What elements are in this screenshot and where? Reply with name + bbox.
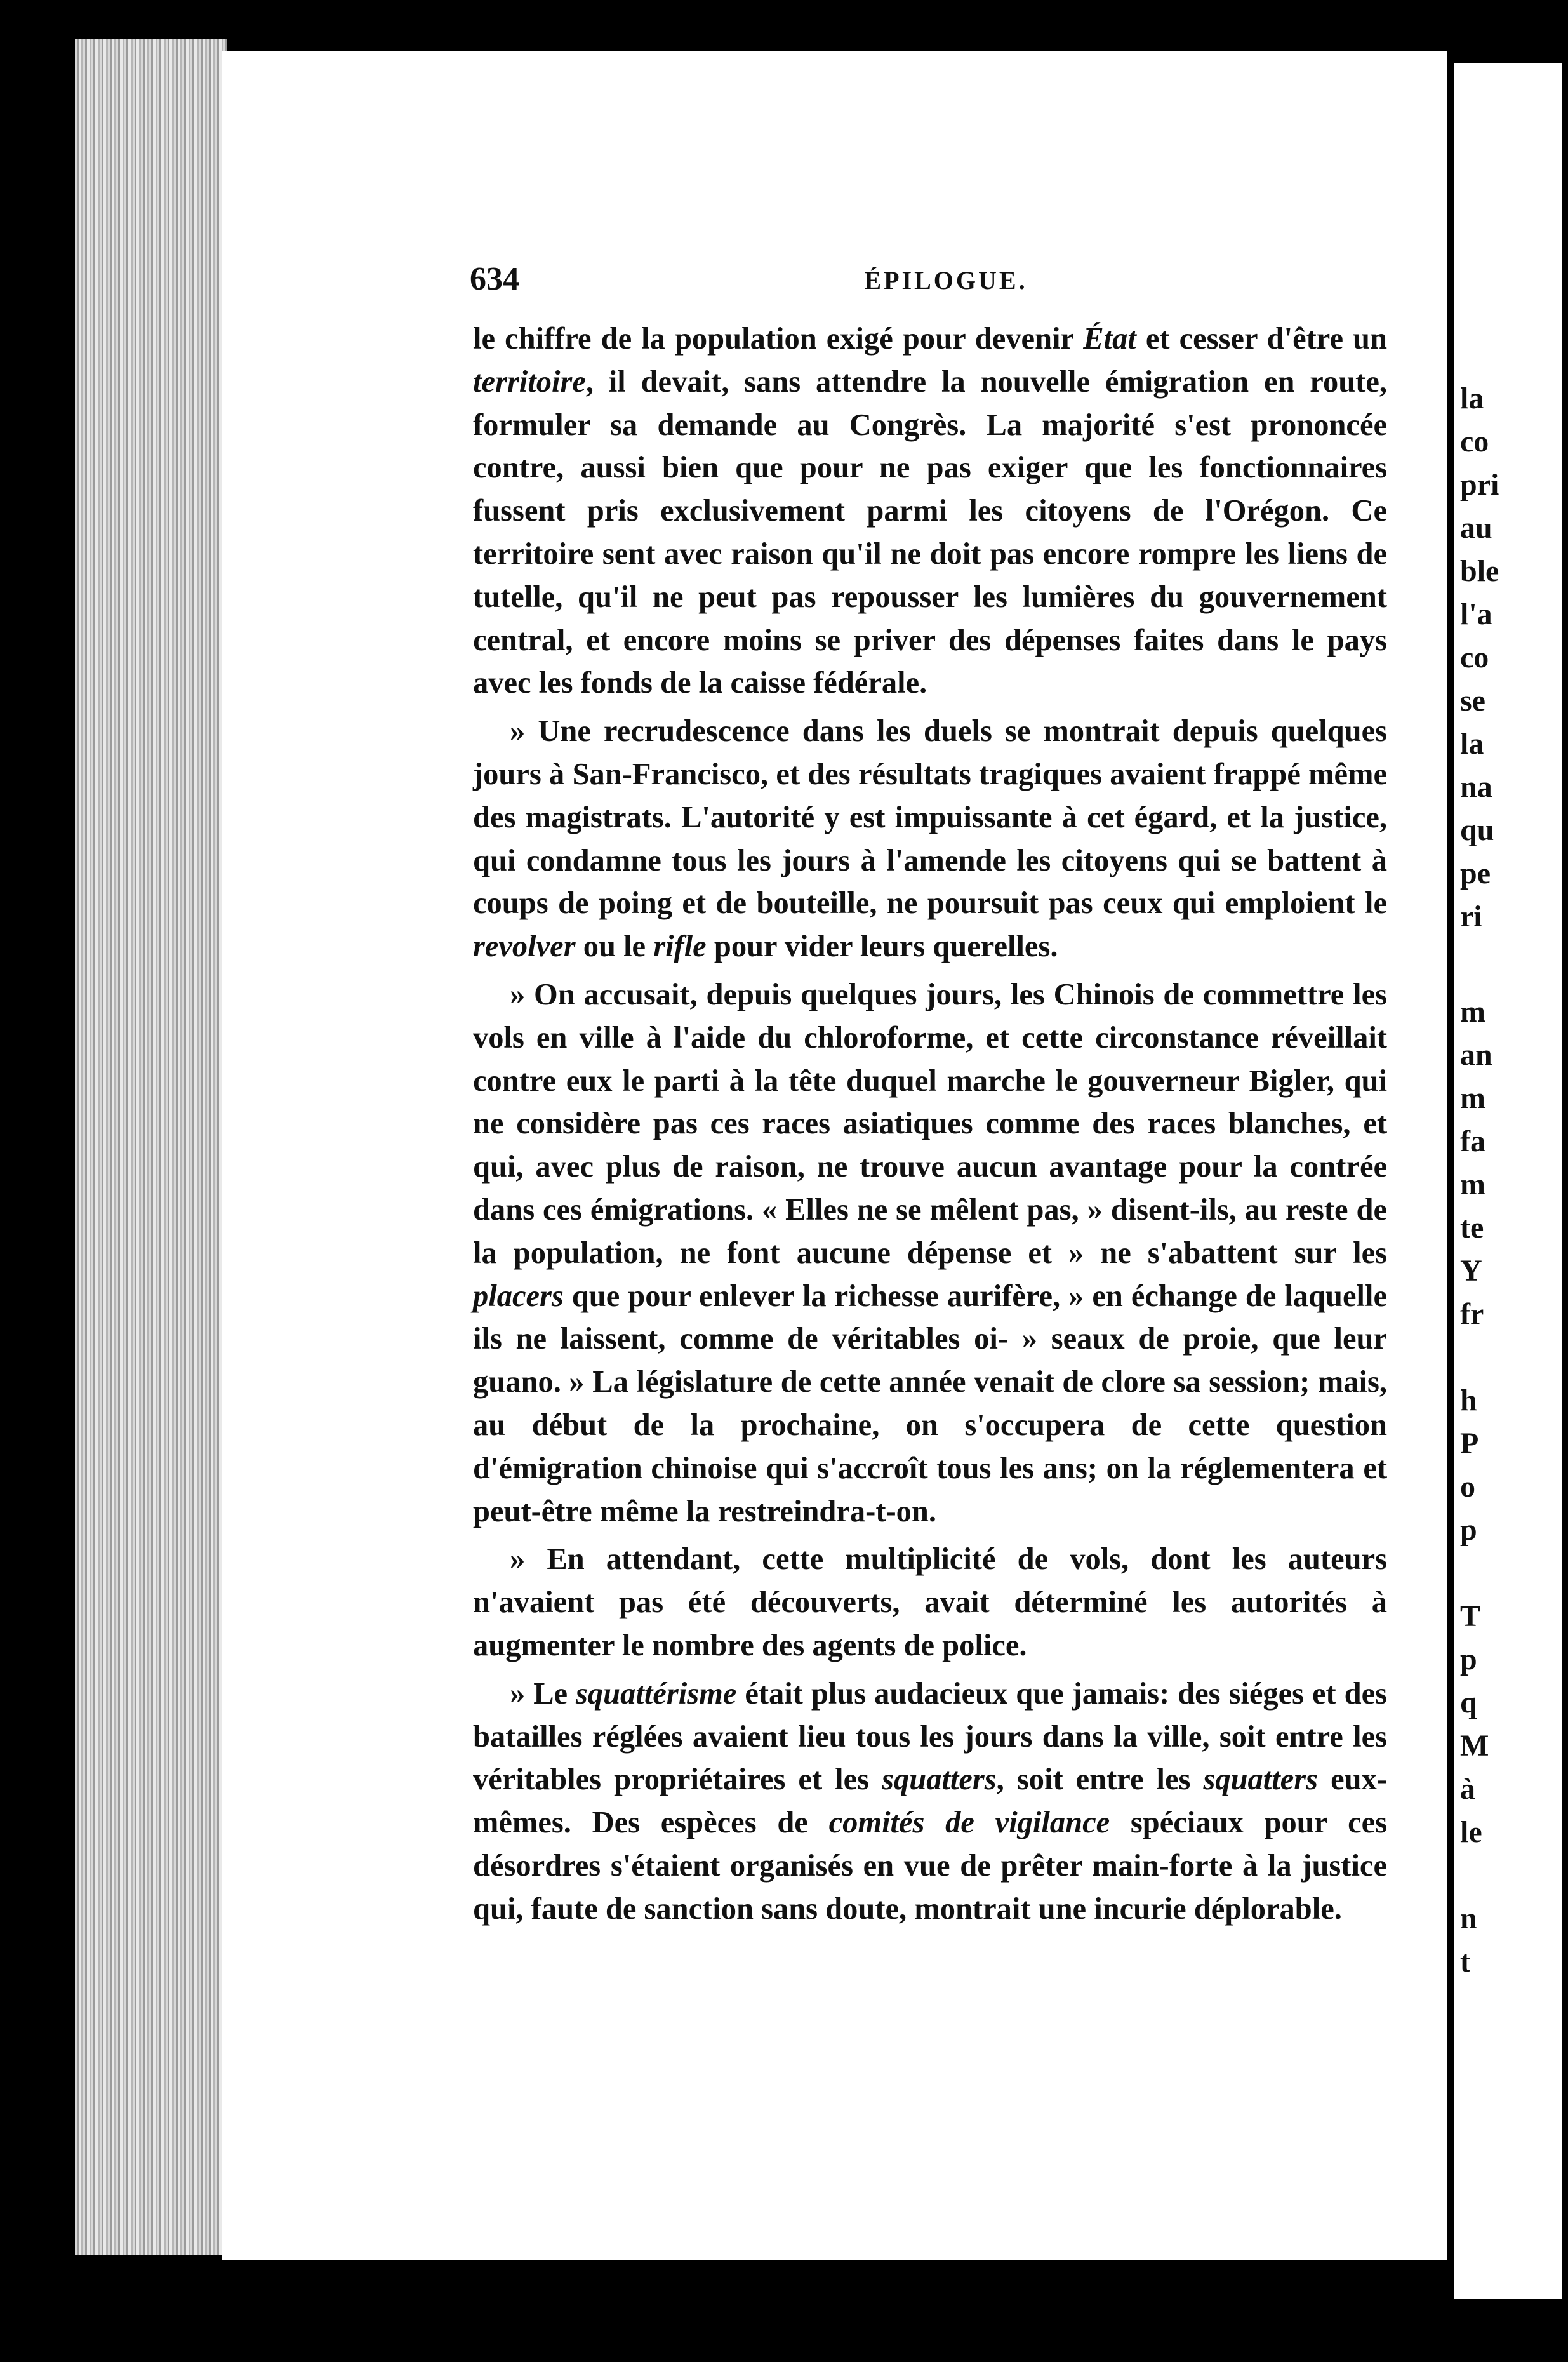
- facing-page-fragment: le: [1460, 1815, 1482, 1849]
- facing-page-fragment: n: [1460, 1902, 1477, 1935]
- facing-page-fragment: h: [1460, 1384, 1477, 1417]
- text-run: eux-mêmes. Des espèces de: [473, 1763, 1387, 1840]
- text-run: » En attendant, cette multiplicité de vols, dont les auteurs n'avaient pas été découverts, avait déterminé les autorités à augmenter le nombre des agents de police.: [473, 1542, 1387, 1662]
- facing-page-fragment: pri: [1460, 468, 1499, 502]
- page-header: [470, 260, 1422, 305]
- italic-run: revolver: [473, 930, 576, 964]
- facing-page-fragment: fa: [1460, 1124, 1485, 1158]
- text-run: pour vider leurs querelles.: [706, 930, 1058, 964]
- italic-run: squatters: [1203, 1763, 1319, 1797]
- running-head: ÉPILOGUE.: [864, 266, 1028, 295]
- facing-page-fragment: o: [1460, 1470, 1475, 1504]
- page-edges: [75, 39, 227, 2255]
- text-run: , soit entre les: [996, 1763, 1204, 1797]
- paragraph: [473, 710, 1387, 968]
- facing-page-fragment: p: [1460, 1643, 1477, 1676]
- italic-run: rifle: [653, 930, 707, 964]
- page-number: 634: [470, 261, 519, 297]
- facing-page-fragment: la: [1460, 727, 1484, 761]
- text-run: » Le: [510, 1676, 576, 1711]
- facing-page-fragment: l'a: [1460, 597, 1492, 631]
- body-text: [473, 317, 1387, 1935]
- facing-page-fragment: pe: [1460, 857, 1491, 890]
- facing-page-fragment: na: [1460, 770, 1492, 804]
- text-run: , il devait, sans attendre la nouvelle émigration en route, formuler sa demande au Congrès. La majorité s'est prononcée contre, aussi bien que pour ne pas exiger que les fonctionnaires fussent pris exclusivement parmi les citoyens de l'Orégon. Ce territoire sent avec raison qu'il ne doit pas encore rompre les liens de tutelle, qu'il ne peut pas repousser les lumières du gouvernement central, et encore moins se priver des dépenses faites dans le pays avec les fonds de la caisse fédérale.: [473, 364, 1387, 700]
- text-run: le chiffre de la population exigé pour devenir: [473, 322, 1084, 356]
- facing-page-fragment: m: [1460, 1168, 1485, 1201]
- italic-run: squattérisme: [576, 1676, 737, 1711]
- facing-page-fragment: M: [1460, 1729, 1489, 1763]
- italic-run: squatters: [882, 1763, 997, 1797]
- facing-page-fragment: P: [1460, 1427, 1479, 1460]
- facing-page-fragment: m: [1460, 1081, 1485, 1115]
- facing-page-fragment: te: [1460, 1211, 1484, 1244]
- text-run: que pour enlever la richesse aurifère, » en échange de laquelle ils ne laissent, comme de véritables oi- » seaux de proie, que leur guano. » La législature de cette année venait de clore sa session; mais, au début de la prochaine, on s'occupera de cette question d'émigration chinoise qui s'accroît tous les ans; on la réglementera et peut-être même la restreindra-t-on.: [473, 1279, 1387, 1528]
- italic-run: État: [1083, 322, 1136, 356]
- italic-run: placers: [473, 1279, 564, 1313]
- facing-page-fragment: T: [1460, 1599, 1481, 1633]
- text-run: ou le: [575, 930, 654, 964]
- facing-page-fragment: an: [1460, 1038, 1492, 1072]
- facing-page-fragment: à: [1460, 1772, 1475, 1806]
- paragraph: [473, 973, 1387, 1533]
- facing-page-fragment: ri: [1460, 900, 1482, 933]
- facing-page-fragment: la: [1460, 382, 1484, 415]
- text-run: spéciaux pour ces désordres s'étaient organisés en vue de prêter main-forte à la justice qui, faute de sanction sans doute, montrait une incurie déplorable.: [473, 1806, 1388, 1926]
- text-run: et cesser d'être un: [1136, 322, 1387, 356]
- text-run: » On accusait, depuis quelques jours, les Chinois de commettre les vols en ville à l'aide du chloroforme, et cette circonstance réveillait contre eux le parti à la tête duquel marche le gouverneur Bigler, qui ne considère pas ces races asiatiques comme des races blanches, et qui, avec plus de raison, ne trouve aucun avantage pour la contrée dans ces émigrations. « Elles ne se mêlent pas, » disent-ils, au reste de la population, ne font aucune dépense et » ne s'abattent sur les: [473, 977, 1387, 1270]
- facing-page-fragment: Y: [1460, 1254, 1482, 1288]
- paragraph: [473, 1672, 1387, 1931]
- italic-run: comités de vigilance: [828, 1806, 1110, 1840]
- paragraph: [473, 1538, 1387, 1667]
- text-run: » Une recrudescence dans les duels se montrait depuis quelques jours à San-Francisco, et des résultats tragiques avaient frappé même des magistrats. L'autorité y est impuissante à cet égard, et la justice, qui condamne tous les jours à l'amende les citoyens qui se battent à coups de poing et de bouteille, ne poursuit pas ceux qui emploient le: [473, 714, 1387, 921]
- italic-run: territoire: [473, 364, 586, 399]
- facing-page-fragment: q: [1460, 1686, 1477, 1719]
- facing-page-fragment: t: [1460, 1945, 1470, 1978]
- facing-page-fragment: ble: [1460, 554, 1499, 588]
- paragraph: [473, 317, 1387, 705]
- facing-page-fragment: p: [1460, 1513, 1477, 1547]
- facing-page-fragment: se: [1460, 684, 1485, 717]
- text-run: était plus audacieux que jamais: des siéges et des batailles réglées avaient lieu tous les jours dans la ville, soit entre les véritables propriétaires et les: [473, 1676, 1387, 1797]
- facing-page-fragment: co: [1460, 641, 1489, 674]
- facing-page-fragment: fr: [1460, 1297, 1484, 1331]
- facing-page-fragment: au: [1460, 511, 1492, 545]
- facing-page-fragment: m: [1460, 995, 1485, 1029]
- facing-page-fragment: qu: [1460, 813, 1494, 847]
- facing-page-fragment: co: [1460, 425, 1489, 458]
